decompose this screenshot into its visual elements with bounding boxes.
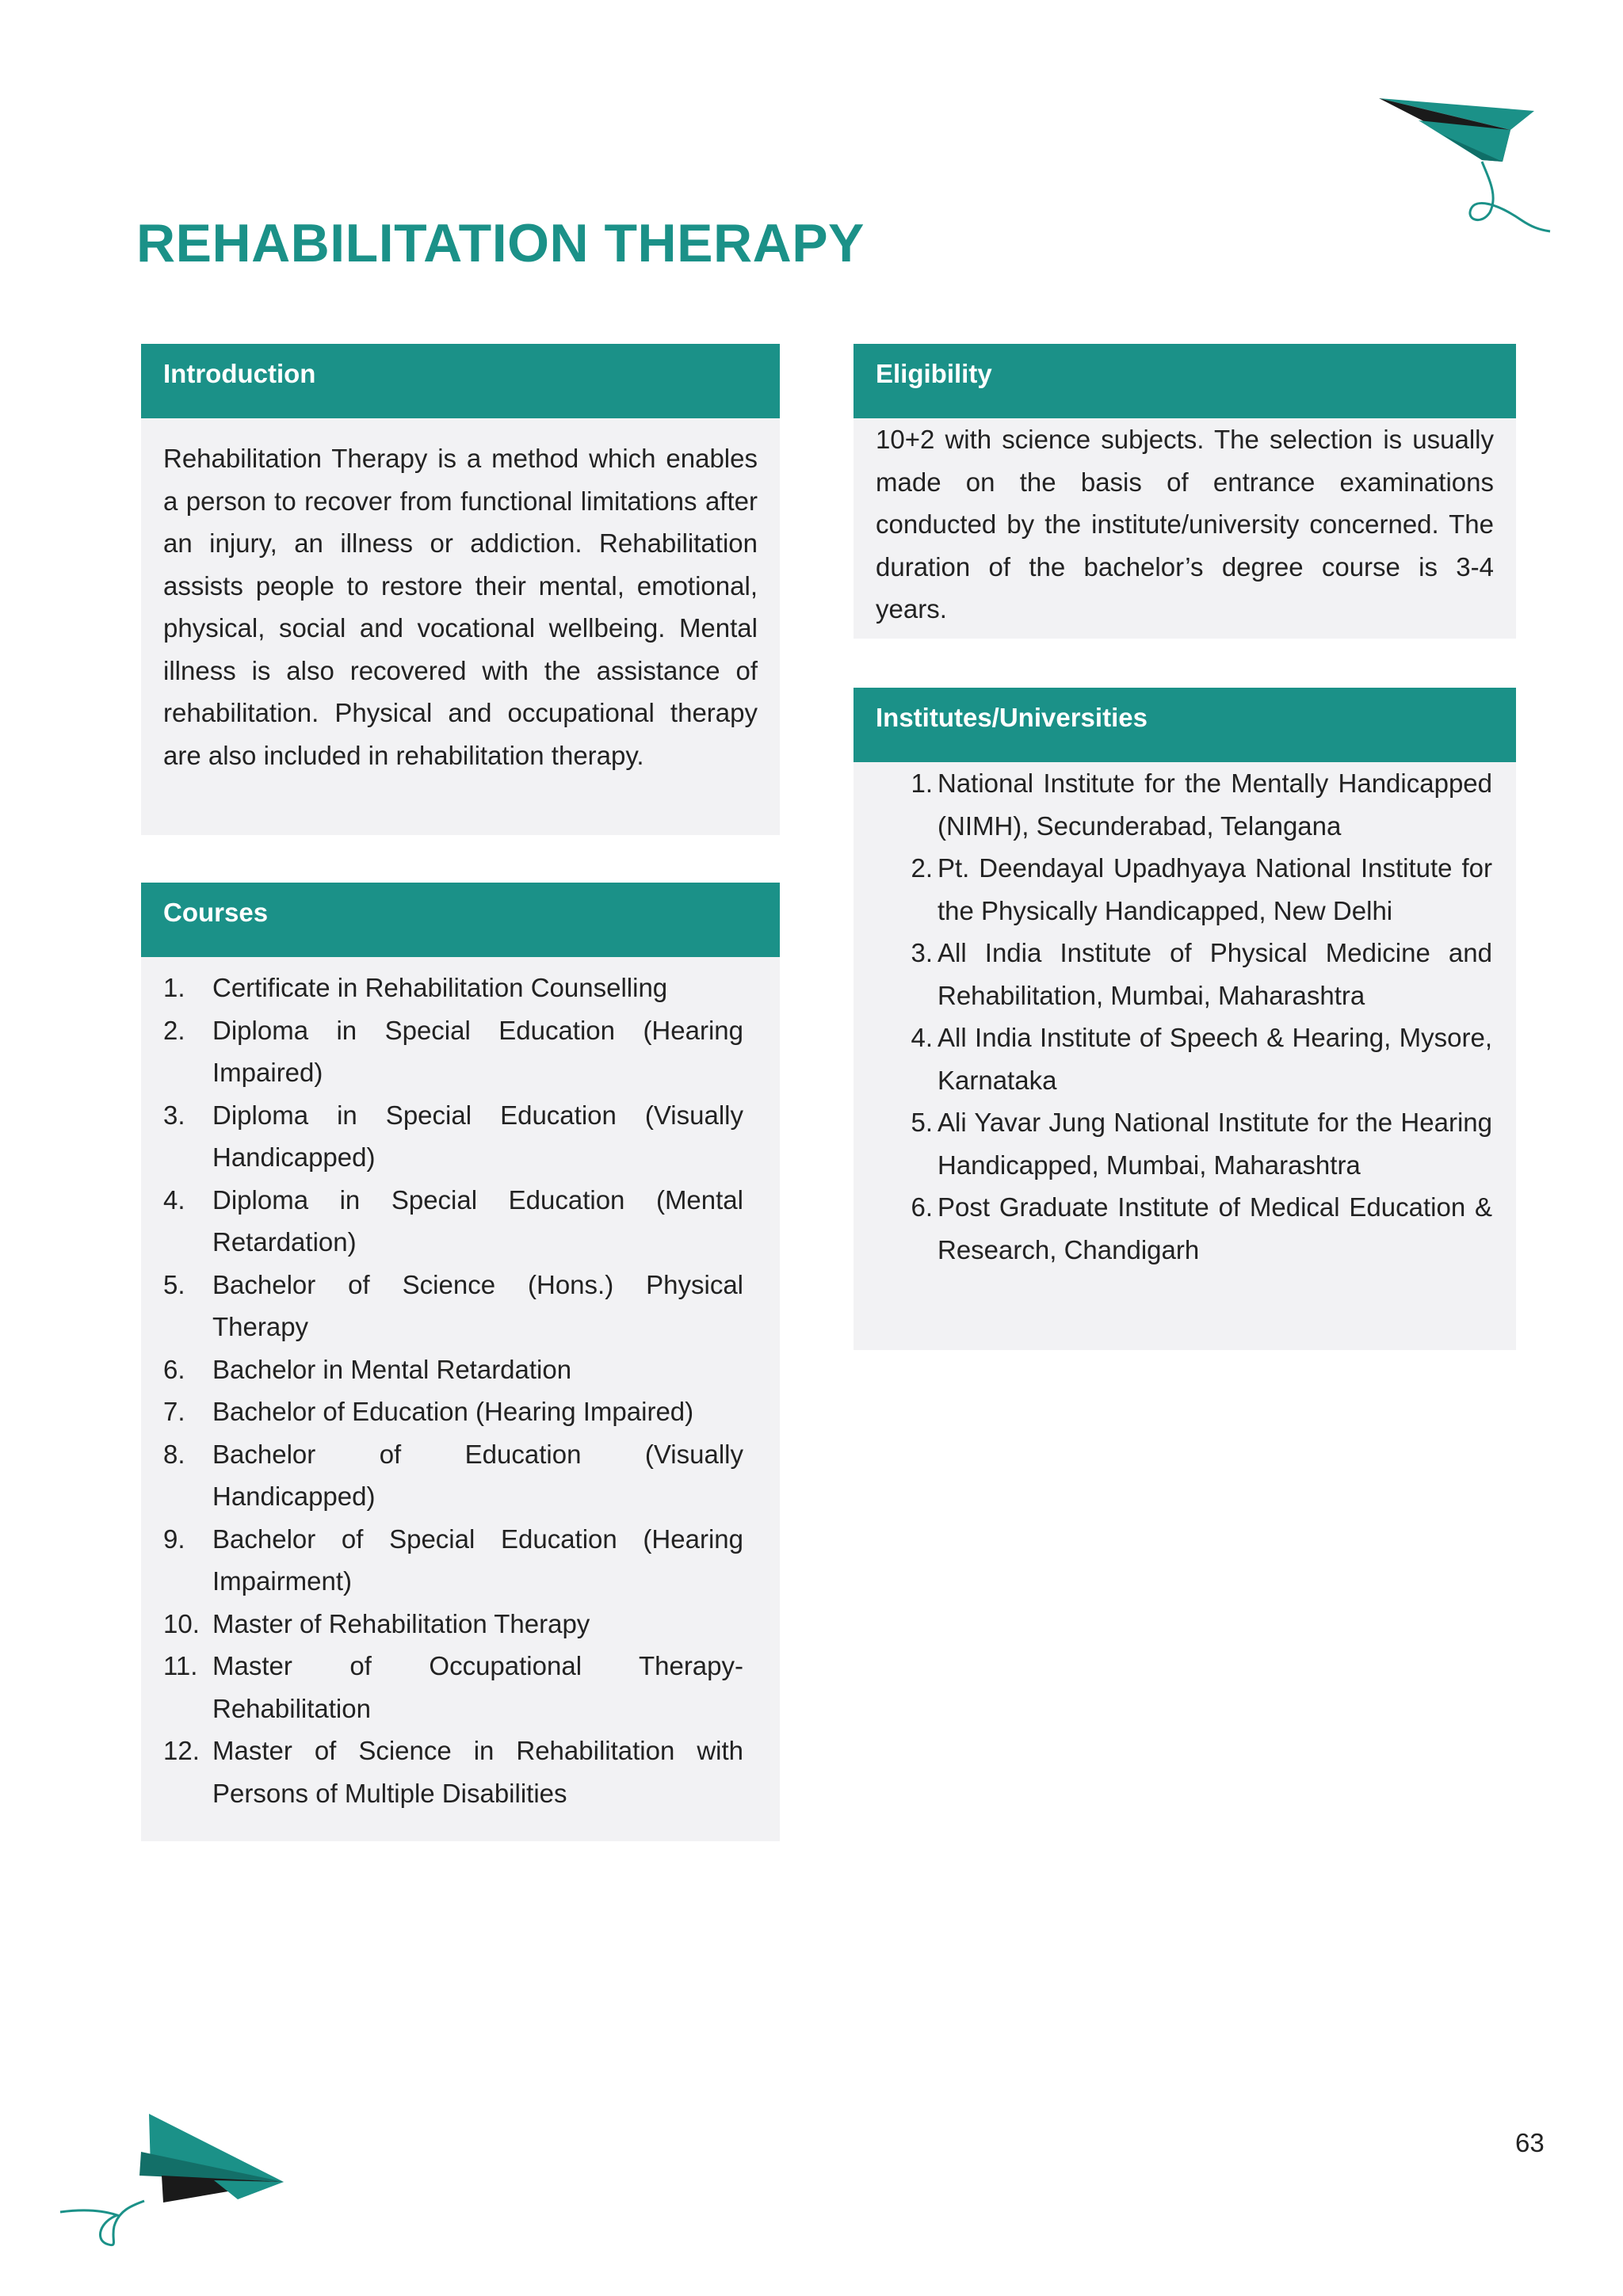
list-item bbox=[163, 1645, 743, 1730]
list-number: 6. bbox=[163, 1354, 185, 1384]
list-number: 8. bbox=[163, 1439, 185, 1469]
list-number: 7. bbox=[163, 1397, 185, 1426]
list-number: 4. bbox=[163, 1184, 185, 1215]
course-text: Master of Rehabilitation Therapy bbox=[212, 1608, 590, 1638]
list-number: 5. bbox=[163, 1269, 185, 1299]
paper-plane-icon bbox=[55, 2107, 293, 2266]
eligibility-section bbox=[854, 344, 1516, 639]
course-text: Bachelor of Education (Visually Handicapped) bbox=[212, 1439, 743, 1511]
introduction-text: Rehabilitation Therapy is a method which enables a person to recover from functional limitations after an injury, an illness or addiction. Rehabilitation assists people to restore their mental, emotional, physical, social and vocational wellbeing. Mental illness is also recovered with the assistance of rehabilitation. Physical and occupational therapy are also included in rehabilitation therapy. bbox=[163, 444, 758, 770]
institutes-body bbox=[854, 762, 1516, 1271]
list-item bbox=[854, 847, 1492, 932]
list-number: 1. bbox=[163, 973, 185, 1002]
courses-body bbox=[141, 957, 780, 1814]
courses-list bbox=[163, 967, 743, 1814]
list-number: 1. bbox=[911, 769, 933, 798]
list-item bbox=[163, 1390, 743, 1433]
list-number: 3. bbox=[163, 1100, 185, 1130]
list-item bbox=[163, 1730, 743, 1814]
list-number: 2. bbox=[163, 1015, 185, 1045]
list-item bbox=[854, 1101, 1492, 1186]
paper-plane-icon bbox=[1363, 93, 1553, 236]
list-item bbox=[163, 1518, 743, 1603]
course-text: Master of Occupational Therapy- Rehabilitation bbox=[212, 1651, 743, 1723]
course-text: Master of Science in Rehabilitation with Persons of Multiple Disabilities bbox=[212, 1736, 743, 1808]
institute-text: Ali Yavar Jung National Institute for the Hearing Handicapped, Mumbai, Maharashtra bbox=[938, 1108, 1492, 1180]
eligibility-heading: Eligibility bbox=[854, 344, 1516, 418]
page-title: REHABILITATION THERAPY bbox=[136, 213, 865, 273]
course-text: Certificate in Rehabilitation Counselling bbox=[212, 973, 668, 1002]
course-text: Diploma in Special Education (Hearing Impaired) bbox=[212, 1015, 743, 1087]
list-number: 5. bbox=[911, 1108, 933, 1137]
list-number: 4. bbox=[911, 1023, 933, 1052]
list-number: 11. bbox=[163, 1651, 198, 1680]
list-item bbox=[163, 1264, 743, 1348]
list-number: 6. bbox=[911, 1192, 933, 1222]
list-item bbox=[854, 1016, 1492, 1101]
page-number: 63 bbox=[1515, 2128, 1545, 2157]
list-number: 9. bbox=[163, 1524, 185, 1554]
institute-text: Post Graduate Institute of Medical Education & Research, Chandigarh bbox=[938, 1192, 1492, 1264]
course-text: Bachelor of Education (Hearing Impaired) bbox=[212, 1397, 694, 1426]
course-text: Bachelor of Science (Hons.) Physical Therapy bbox=[212, 1269, 743, 1341]
list-item bbox=[854, 1186, 1492, 1271]
institutes-heading: Institutes/Universities bbox=[854, 688, 1516, 762]
list-number: 12. bbox=[163, 1736, 200, 1765]
institute-text: Pt. Deendayal Upadhyaya National Institute for the Physically Handicapped, New Delhi bbox=[938, 853, 1492, 925]
list-item bbox=[163, 1433, 743, 1518]
institutes-section bbox=[854, 688, 1516, 1350]
courses-heading: Courses bbox=[141, 883, 780, 957]
institute-text: National Institute for the Mentally Handicapped (NIMH), Secunderabad, Telangana bbox=[938, 769, 1492, 841]
courses-section bbox=[141, 883, 780, 1841]
institute-text: All India Institute of Physical Medicine and Rehabilitation, Mumbai, Maharashtra bbox=[938, 938, 1492, 1010]
course-text: Bachelor of Special Education (Hearing Impairment) bbox=[212, 1524, 743, 1596]
course-text: Diploma in Special Education (Mental Retardation) bbox=[212, 1184, 743, 1257]
institute-text: All India Institute of Speech & Hearing, Mysore, Karnataka bbox=[938, 1023, 1492, 1095]
list-item bbox=[163, 1603, 743, 1646]
course-text: Diploma in Special Education (Visually Handicapped) bbox=[212, 1100, 743, 1172]
list-item bbox=[854, 932, 1492, 1016]
list-item bbox=[163, 1179, 743, 1264]
list-item bbox=[163, 1348, 743, 1391]
list-number: 10. bbox=[163, 1608, 200, 1638]
course-text: Bachelor in Mental Retardation bbox=[212, 1354, 572, 1384]
institutes-list bbox=[854, 762, 1492, 1271]
list-number: 2. bbox=[911, 853, 933, 883]
introduction-heading: Introduction bbox=[141, 344, 780, 418]
list-number: 3. bbox=[911, 938, 933, 967]
list-item bbox=[854, 762, 1492, 847]
introduction-section bbox=[141, 344, 780, 835]
list-item bbox=[163, 967, 743, 1009]
list-item bbox=[163, 1094, 743, 1179]
list-item bbox=[163, 1009, 743, 1094]
eligibility-text: 10+2 with science subjects. The selection is usually made on the basis of entrance examinations conducted by the institute/university concerned. The duration of the bachelor’s degree course is 3-4 years. bbox=[876, 425, 1494, 624]
